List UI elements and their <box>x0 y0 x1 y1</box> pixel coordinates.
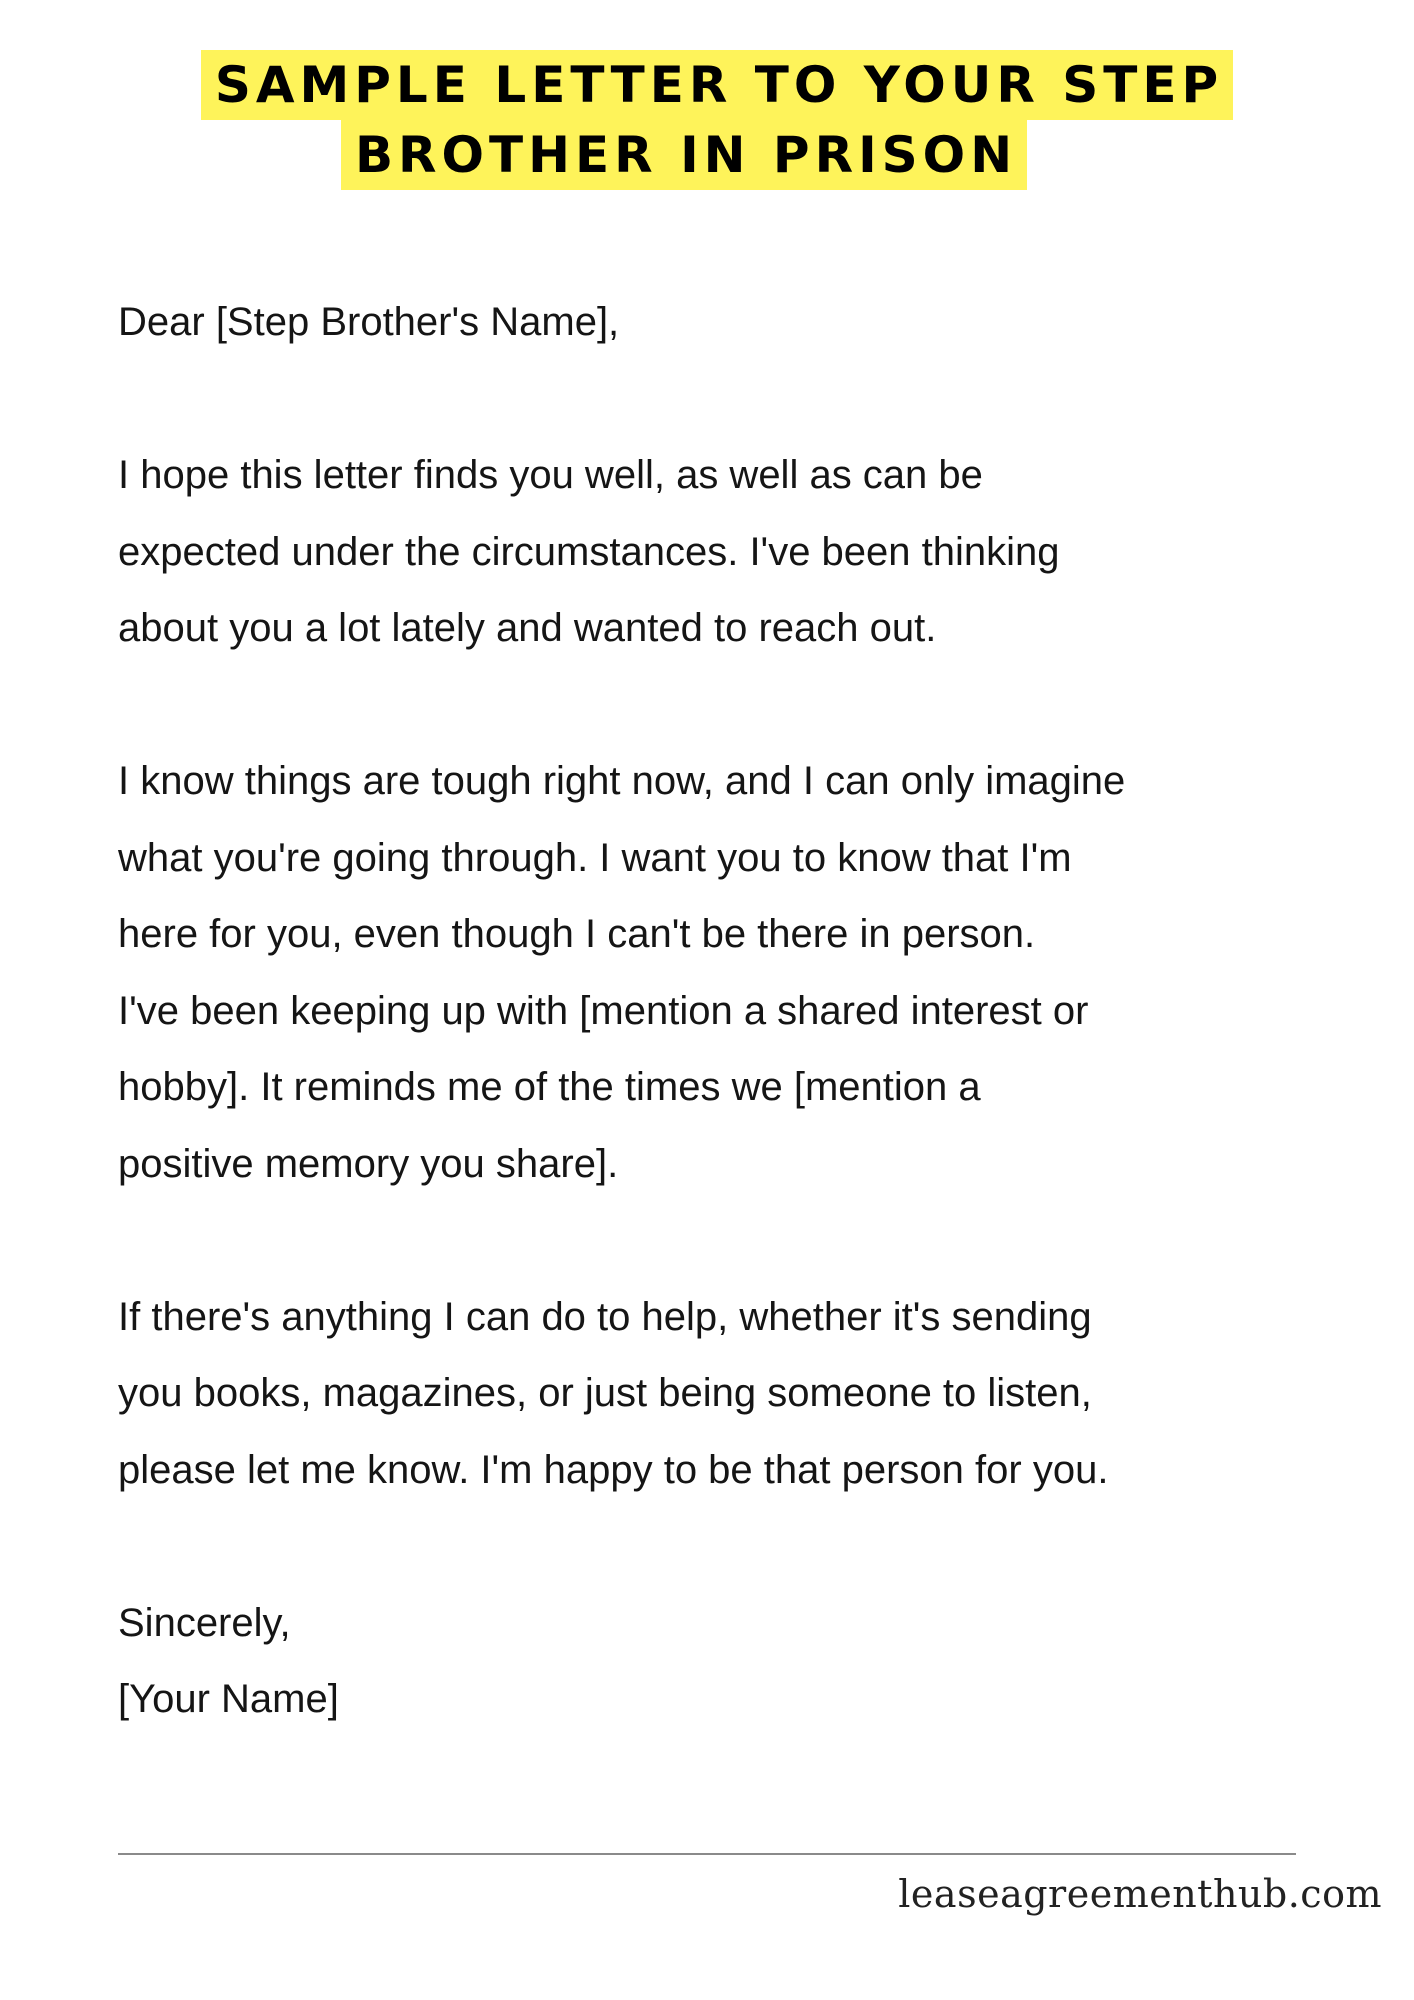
signature-placeholder: [Your Name] <box>118 1677 339 1721</box>
paragraph-1 <box>118 437 1348 667</box>
paragraph-line: I've been keeping up with [mention a shared interest or <box>118 988 1089 1033</box>
paragraph-line: expected under the circumstances. I've been thinking <box>118 529 1060 574</box>
paragraph-line: hobby]. It reminds me of the times we [mention a <box>118 1065 981 1109</box>
footer-website: leaseagreementhub.com <box>898 1872 1382 1916</box>
paragraph-line: I hope this letter finds you well, as well as can be <box>118 453 983 497</box>
letter-body <box>118 284 1348 1738</box>
paragraph-line: positive memory you share]. <box>118 1141 619 1186</box>
paragraph-line: here for you, even though I can't be there in person. <box>118 912 1036 956</box>
title-line-2: BROTHER IN PRISON <box>341 120 1027 190</box>
paragraph-line: you books, magazines, or just being someone to listen, <box>118 1371 1092 1415</box>
salutation: Dear [Step Brother's Name], <box>118 300 620 344</box>
title-line-1: SAMPLE LETTER TO YOUR STEP <box>201 50 1233 120</box>
page-title <box>0 50 1414 190</box>
paragraph-line: about you a lot lately and wanted to reach out. <box>118 606 937 650</box>
closing: Sincerely, <box>118 1600 291 1645</box>
paragraph-line: what you're going through. I want you to know that I'm <box>118 835 1072 880</box>
paragraph-line: I know things are tough right now, and I can only imagine <box>118 759 1126 803</box>
paragraph-2 <box>118 743 1348 1202</box>
paragraph-line: please let me know. I'm happy to be that person for you. <box>118 1447 1109 1492</box>
paragraph-3 <box>118 1279 1348 1509</box>
footer-divider <box>118 1853 1296 1855</box>
paragraph-line: If there's anything I can do to help, whether it's sending <box>118 1294 1092 1339</box>
